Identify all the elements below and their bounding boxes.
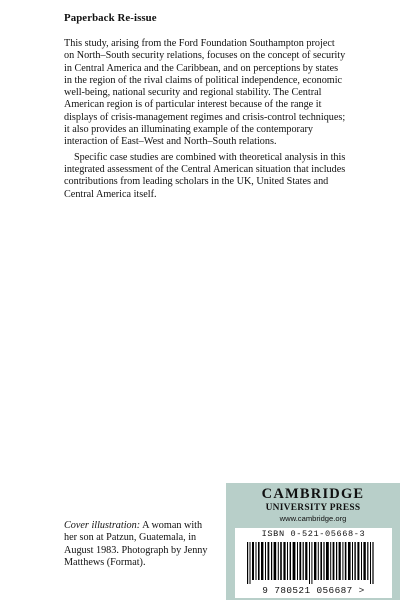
- description-paragraph-1: This study, arising from the Ford Foundation Southampton project on North–South security relations, focuses on the concept of security in Central America and the Caribbean, and on perceptions by states in the region of the rival claims of political independence, economic well-being, national security and regional stability. The Central American region is of particular interest because of the range it displays of crisis-management regimes and crisis-control techniques; it also provides an illuminating example of the contemporary interaction of East–West and North–South relations.: [64, 38, 346, 148]
- barcode-digits: 9 780521 056687 >: [262, 585, 365, 596]
- publisher-url: www.cambridge.org: [279, 514, 347, 523]
- reissue-heading: Paperback Re-issue: [64, 12, 157, 24]
- description-paragraph-2: Specific case studies are combined with theoretical analysis in this integrated assessment of the Central American situation that includes contributions from leading scholars in the UK, United States and Central America itself.: [64, 151, 346, 200]
- barcode-icon: [245, 542, 382, 584]
- cover-illustration-lead: Cover illustration:: [64, 520, 141, 531]
- publisher-name: CAMBRIDGE: [261, 486, 365, 502]
- cover-illustration-text: A woman with her son at Patzun, Guatemala, in August 1983. Photograph by Jenny Matthews (Format).: [64, 520, 208, 568]
- publisher-panel: [226, 483, 400, 600]
- book-description: [64, 38, 346, 204]
- cover-illustration-credit: [64, 520, 214, 569]
- publisher-subtitle: UNIVERSITY PRESS: [265, 503, 361, 513]
- isbn-label: ISBN 0-521-05668-3: [261, 529, 366, 539]
- barcode-box: [235, 528, 392, 598]
